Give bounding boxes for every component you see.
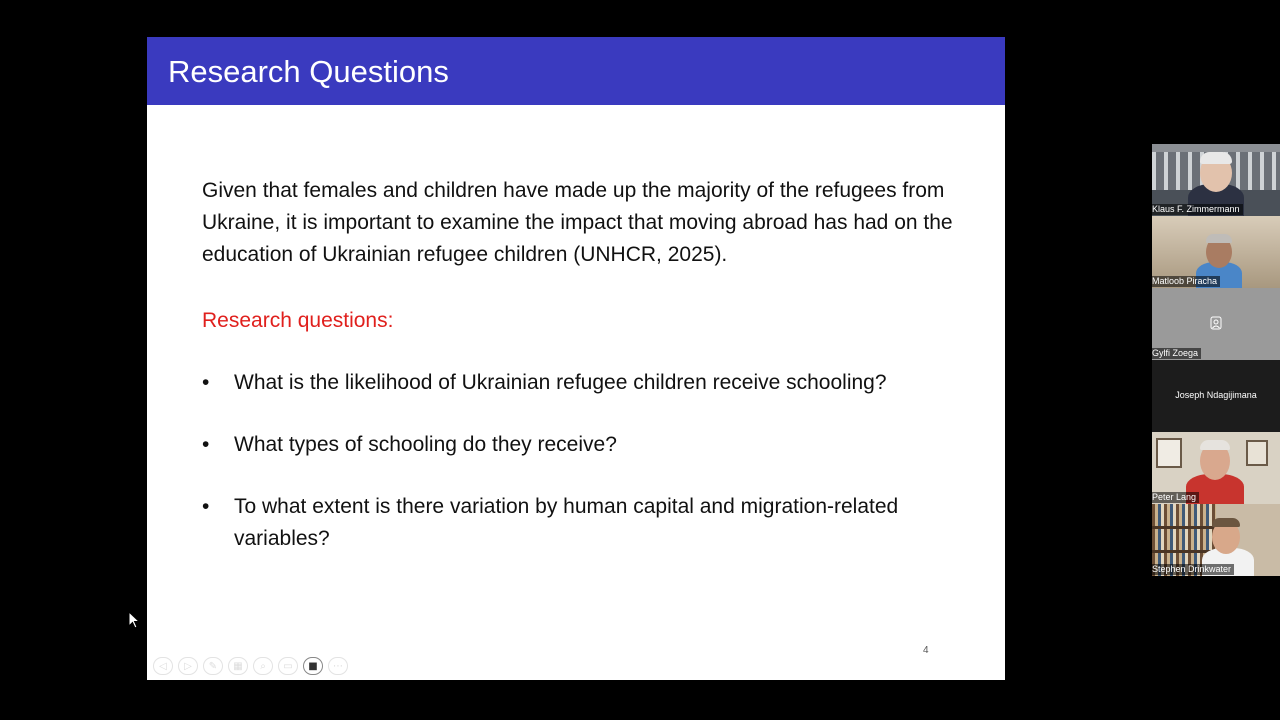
question-text: What is the likelihood of Ukrainian refugee children receive schooling? [234,371,887,394]
slide-body [202,175,962,585]
mouse-cursor-icon [128,611,140,629]
research-questions-list [202,367,962,555]
zoom-icon[interactable]: ⌕ [253,657,273,675]
bullet-icon: • [202,433,210,456]
question-text: To what extent is there variation by human capital and migration-related variables? [234,495,899,550]
participant-tile[interactable] [1152,504,1280,576]
participant-name: Stephen Drinkwater [1152,564,1234,575]
avatar-icon [1210,316,1222,330]
intro-paragraph: Given that females and children have made up the majority of the refugees from Ukraine, it is important to examine the impact that moving abroad has had on the education of Ukrainian refugee children (UNHCR, 2025). [202,179,953,266]
participants-panel [1152,144,1280,576]
slides-icon[interactable]: ▦ [228,657,248,675]
slideshow-toolbar [153,657,348,675]
participant-tile[interactable] [1152,216,1280,288]
participant-name: Klaus F. Zimmermann [1152,204,1243,215]
list-item [202,367,962,399]
shared-slide [147,37,1005,680]
slide-header [147,37,1005,105]
slide-title: Research Questions [168,54,449,89]
participant-tile[interactable] [1152,360,1280,432]
camera-icon[interactable]: ■ [303,657,323,675]
list-item [202,491,962,555]
next-icon[interactable]: ▷ [178,657,198,675]
participant-name: Gylfi Zoega [1152,348,1201,359]
page-number: 4 [923,645,929,656]
participant-name: Peter Lang [1152,492,1199,503]
subtitles-icon[interactable]: ▭ [278,657,298,675]
participant-name: Joseph Ndagijimana [1175,390,1257,400]
bullet-icon: • [202,495,210,518]
participant-tile[interactable] [1152,144,1280,216]
prev-icon[interactable]: ◁ [153,657,173,675]
more-icon[interactable]: ⋯ [328,657,348,675]
bullet-icon: • [202,371,210,394]
research-questions-heading: Research questions: [202,309,394,332]
participant-name: Matloob Piracha [1152,276,1220,287]
pen-icon[interactable]: ✎ [203,657,223,675]
participant-tile[interactable] [1152,432,1280,504]
question-text: What types of schooling do they receive? [234,433,617,456]
participant-tile[interactable] [1152,288,1280,360]
list-item [202,429,962,461]
